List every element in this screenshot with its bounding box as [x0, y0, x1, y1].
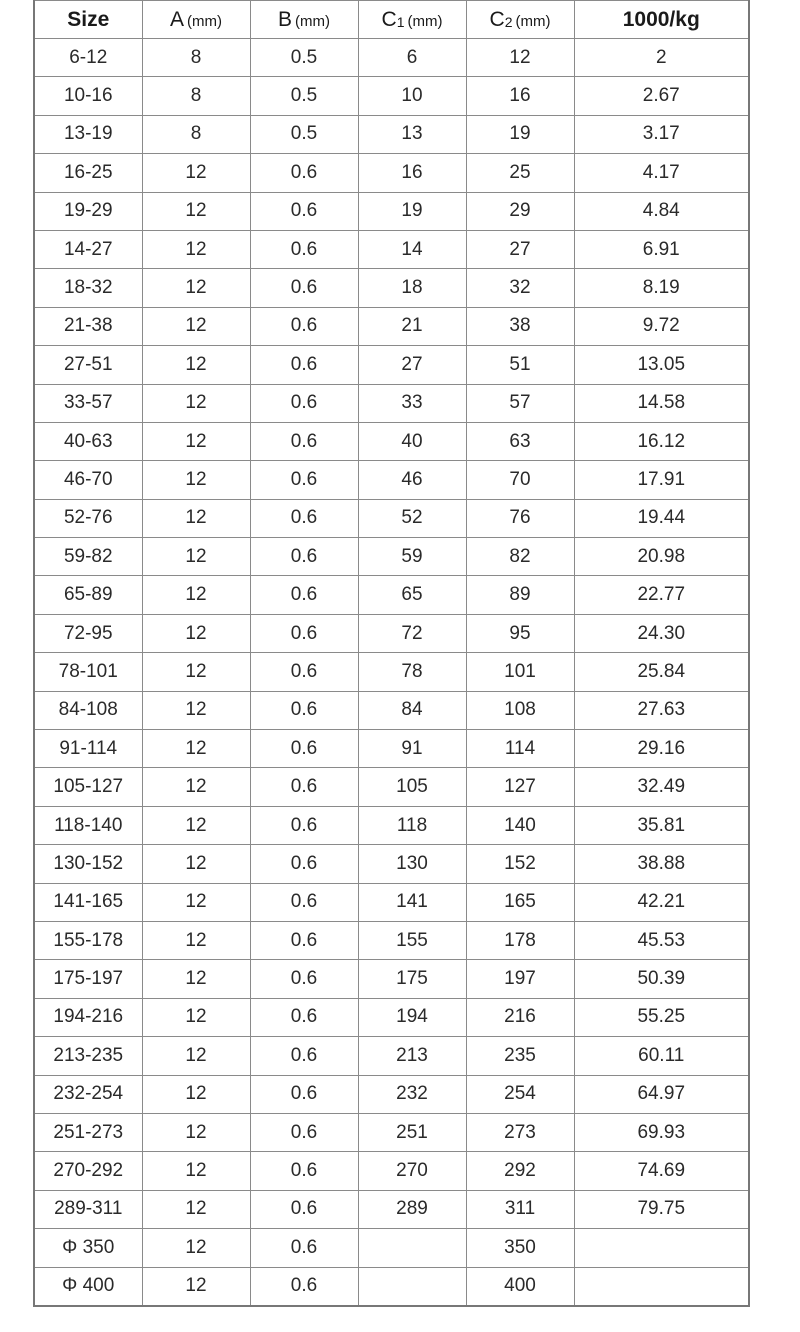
cell-a: 12 [142, 1190, 250, 1228]
table-row [34, 730, 749, 768]
header-a [142, 1, 250, 39]
cell-size: 155-178 [34, 921, 142, 959]
cell-a: 12 [142, 346, 250, 384]
header-a-letter: A [170, 7, 185, 31]
cell-c2: 32 [466, 269, 574, 307]
cell-b: 0.6 [250, 422, 358, 460]
header-size [34, 1, 142, 39]
table-row [34, 154, 749, 192]
table-row [34, 653, 749, 691]
cell-a: 12 [142, 691, 250, 729]
cell-c1: 213 [358, 1037, 466, 1075]
cell-c1: 155 [358, 921, 466, 959]
cell-a: 12 [142, 883, 250, 921]
cell-b: 0.6 [250, 1229, 358, 1267]
cell-weight: 55.25 [574, 998, 749, 1036]
cell-b: 0.5 [250, 77, 358, 115]
table-row [34, 1037, 749, 1075]
cell-c1: 59 [358, 538, 466, 576]
cell-size: 270-292 [34, 1152, 142, 1190]
cell-b: 0.6 [250, 730, 358, 768]
cell-a: 12 [142, 1229, 250, 1267]
cell-c1: 18 [358, 269, 466, 307]
cell-c2: 38 [466, 307, 574, 345]
cell-b: 0.6 [250, 269, 358, 307]
cell-size: 46-70 [34, 461, 142, 499]
cell-c2: 311 [466, 1190, 574, 1228]
cell-c2: 12 [466, 39, 574, 77]
cell-c2: 197 [466, 960, 574, 998]
cell-c2: 235 [466, 1037, 574, 1075]
table-row [34, 77, 749, 115]
cell-weight: 25.84 [574, 653, 749, 691]
header-size-label: Size [67, 7, 110, 31]
cell-b: 0.6 [250, 461, 358, 499]
cell-size: 141-165 [34, 883, 142, 921]
cell-weight: 2.67 [574, 77, 749, 115]
cell-a: 12 [142, 499, 250, 537]
cell-b: 0.6 [250, 1152, 358, 1190]
cell-c2: 57 [466, 384, 574, 422]
cell-b: 0.6 [250, 1075, 358, 1113]
cell-c2: 82 [466, 538, 574, 576]
cell-c1: 251 [358, 1113, 466, 1151]
table-row [34, 921, 749, 959]
cell-size: 14-27 [34, 230, 142, 268]
header-c2-unit: (mm) [515, 12, 551, 30]
table-row [34, 614, 749, 652]
header-c1-subscript: 1 [396, 13, 405, 30]
cell-weight: 13.05 [574, 346, 749, 384]
cell-c1: 72 [358, 614, 466, 652]
cell-c1: 118 [358, 806, 466, 844]
cell-b: 0.6 [250, 307, 358, 345]
cell-c1 [358, 1267, 466, 1306]
cell-c2: 178 [466, 921, 574, 959]
cell-weight: 20.98 [574, 538, 749, 576]
cell-b: 0.6 [250, 768, 358, 806]
cell-a: 12 [142, 614, 250, 652]
cell-a: 12 [142, 998, 250, 1036]
table-row [34, 806, 749, 844]
table-row [34, 845, 749, 883]
cell-c2: 63 [466, 422, 574, 460]
cell-size: 105-127 [34, 768, 142, 806]
cell-c2: 27 [466, 230, 574, 268]
cell-weight: 19.44 [574, 499, 749, 537]
cell-a: 12 [142, 538, 250, 576]
cell-b: 0.6 [250, 1190, 358, 1228]
cell-a: 12 [142, 192, 250, 230]
header-b [250, 1, 358, 39]
cell-b: 0.5 [250, 39, 358, 77]
cell-a: 12 [142, 230, 250, 268]
cell-weight: 50.39 [574, 960, 749, 998]
table-row [34, 960, 749, 998]
cell-a: 12 [142, 1075, 250, 1113]
cell-c1: 194 [358, 998, 466, 1036]
header-weight [574, 1, 749, 39]
cell-c1: 16 [358, 154, 466, 192]
spec-table [33, 0, 750, 1307]
cell-c1: 14 [358, 230, 466, 268]
table-row [34, 998, 749, 1036]
cell-a: 12 [142, 1113, 250, 1151]
table-row [34, 192, 749, 230]
cell-c1: 78 [358, 653, 466, 691]
cell-b: 0.6 [250, 192, 358, 230]
table-row [34, 1267, 749, 1306]
table-row [34, 269, 749, 307]
cell-c1: 27 [358, 346, 466, 384]
header-b-unit: (mm) [295, 12, 330, 30]
cell-c2: 51 [466, 346, 574, 384]
cell-weight: 24.30 [574, 614, 749, 652]
cell-size: 118-140 [34, 806, 142, 844]
cell-weight [574, 1267, 749, 1306]
table-row [34, 39, 749, 77]
cell-size: 232-254 [34, 1075, 142, 1113]
table-row [34, 499, 749, 537]
cell-a: 12 [142, 806, 250, 844]
cell-size: 78-101 [34, 653, 142, 691]
cell-a: 8 [142, 39, 250, 77]
table-row [34, 1152, 749, 1190]
cell-weight: 35.81 [574, 806, 749, 844]
cell-size: 13-19 [34, 115, 142, 153]
cell-size: Φ 350 [34, 1229, 142, 1267]
table-row [34, 384, 749, 422]
cell-a: 12 [142, 422, 250, 460]
cell-a: 12 [142, 461, 250, 499]
cell-b: 0.6 [250, 921, 358, 959]
cell-c2: 350 [466, 1229, 574, 1267]
table-row [34, 1229, 749, 1267]
cell-size: 72-95 [34, 614, 142, 652]
cell-c2: 29 [466, 192, 574, 230]
cell-c1: 175 [358, 960, 466, 998]
cell-weight: 45.53 [574, 921, 749, 959]
cell-weight: 4.84 [574, 192, 749, 230]
table-row [34, 461, 749, 499]
cell-size: 59-82 [34, 538, 142, 576]
cell-weight: 6.91 [574, 230, 749, 268]
cell-a: 12 [142, 1152, 250, 1190]
cell-weight: 38.88 [574, 845, 749, 883]
cell-b: 0.6 [250, 1037, 358, 1075]
cell-weight: 14.58 [574, 384, 749, 422]
cell-b: 0.6 [250, 1267, 358, 1306]
cell-c2: 114 [466, 730, 574, 768]
header-c2 [466, 1, 574, 39]
cell-weight: 4.17 [574, 154, 749, 192]
cell-b: 0.6 [250, 883, 358, 921]
table-row [34, 1075, 749, 1113]
cell-c1: 270 [358, 1152, 466, 1190]
table-row [34, 1113, 749, 1151]
cell-b: 0.6 [250, 691, 358, 729]
cell-weight: 74.69 [574, 1152, 749, 1190]
header-c1 [358, 1, 466, 39]
cell-a: 12 [142, 1267, 250, 1306]
cell-b: 0.6 [250, 998, 358, 1036]
cell-size: 91-114 [34, 730, 142, 768]
cell-b: 0.6 [250, 384, 358, 422]
cell-b: 0.5 [250, 115, 358, 153]
cell-c2: 152 [466, 845, 574, 883]
header-c1-unit: (mm) [407, 12, 443, 30]
cell-c2: 140 [466, 806, 574, 844]
cell-c2: 95 [466, 614, 574, 652]
cell-size: 213-235 [34, 1037, 142, 1075]
cell-c1: 10 [358, 77, 466, 115]
header-c2-letter: C [489, 7, 505, 31]
cell-size: 40-63 [34, 422, 142, 460]
cell-c1: 65 [358, 576, 466, 614]
table-row [34, 115, 749, 153]
cell-c2: 292 [466, 1152, 574, 1190]
cell-c2: 25 [466, 154, 574, 192]
cell-size: 175-197 [34, 960, 142, 998]
cell-size: 65-89 [34, 576, 142, 614]
cell-c1: 84 [358, 691, 466, 729]
cell-a: 12 [142, 921, 250, 959]
cell-b: 0.6 [250, 653, 358, 691]
cell-b: 0.6 [250, 845, 358, 883]
header-weight-label: 1000/kg [622, 7, 700, 31]
table-row [34, 691, 749, 729]
cell-a: 12 [142, 307, 250, 345]
cell-size: Φ 400 [34, 1267, 142, 1306]
cell-c2: 76 [466, 499, 574, 537]
table-row [34, 346, 749, 384]
table-row [34, 422, 749, 460]
cell-b: 0.6 [250, 1113, 358, 1151]
header-row [34, 1, 749, 39]
header-a-unit: (mm) [187, 12, 222, 30]
cell-b: 0.6 [250, 154, 358, 192]
cell-size: 130-152 [34, 845, 142, 883]
header-c1-letter: C [381, 7, 397, 31]
cell-size: 21-38 [34, 307, 142, 345]
cell-c1: 13 [358, 115, 466, 153]
header-b-letter: B [278, 7, 293, 31]
cell-size: 19-29 [34, 192, 142, 230]
cell-c2: 108 [466, 691, 574, 729]
cell-weight: 9.72 [574, 307, 749, 345]
cell-c1: 289 [358, 1190, 466, 1228]
cell-c2: 216 [466, 998, 574, 1036]
cell-weight: 8.19 [574, 269, 749, 307]
cell-b: 0.6 [250, 614, 358, 652]
cell-size: 52-76 [34, 499, 142, 537]
cell-a: 12 [142, 576, 250, 614]
cell-size: 10-16 [34, 77, 142, 115]
table-row [34, 883, 749, 921]
cell-b: 0.6 [250, 499, 358, 537]
table-row [34, 1190, 749, 1228]
cell-b: 0.6 [250, 346, 358, 384]
cell-weight: 29.16 [574, 730, 749, 768]
cell-c1: 232 [358, 1075, 466, 1113]
cell-a: 12 [142, 845, 250, 883]
cell-weight [574, 1229, 749, 1267]
cell-c1: 33 [358, 384, 466, 422]
cell-b: 0.6 [250, 806, 358, 844]
cell-a: 12 [142, 1037, 250, 1075]
cell-a: 12 [142, 653, 250, 691]
table-row [34, 230, 749, 268]
cell-weight: 22.77 [574, 576, 749, 614]
cell-c2: 127 [466, 768, 574, 806]
cell-size: 251-273 [34, 1113, 142, 1151]
cell-weight: 17.91 [574, 461, 749, 499]
cell-weight: 69.93 [574, 1113, 749, 1151]
table-row [34, 538, 749, 576]
cell-a: 8 [142, 115, 250, 153]
cell-a: 12 [142, 269, 250, 307]
cell-size: 84-108 [34, 691, 142, 729]
cell-c2: 165 [466, 883, 574, 921]
cell-b: 0.6 [250, 960, 358, 998]
cell-size: 18-32 [34, 269, 142, 307]
cell-c2: 70 [466, 461, 574, 499]
cell-size: 33-57 [34, 384, 142, 422]
cell-b: 0.6 [250, 576, 358, 614]
cell-a: 8 [142, 77, 250, 115]
cell-size: 194-216 [34, 998, 142, 1036]
cell-c2: 400 [466, 1267, 574, 1306]
cell-a: 12 [142, 384, 250, 422]
cell-c1: 40 [358, 422, 466, 460]
table-row [34, 768, 749, 806]
cell-c1 [358, 1229, 466, 1267]
cell-c1: 130 [358, 845, 466, 883]
cell-c1: 141 [358, 883, 466, 921]
cell-c1: 105 [358, 768, 466, 806]
cell-weight: 64.97 [574, 1075, 749, 1113]
cell-c2: 19 [466, 115, 574, 153]
table-body [34, 39, 749, 1306]
cell-c1: 6 [358, 39, 466, 77]
cell-weight: 27.63 [574, 691, 749, 729]
cell-size: 16-25 [34, 154, 142, 192]
cell-c2: 16 [466, 77, 574, 115]
cell-a: 12 [142, 960, 250, 998]
cell-c1: 21 [358, 307, 466, 345]
cell-c2: 273 [466, 1113, 574, 1151]
cell-weight: 32.49 [574, 768, 749, 806]
cell-size: 27-51 [34, 346, 142, 384]
table-row [34, 576, 749, 614]
cell-b: 0.6 [250, 538, 358, 576]
cell-a: 12 [142, 154, 250, 192]
cell-c2: 101 [466, 653, 574, 691]
cell-a: 12 [142, 730, 250, 768]
header-c2-subscript: 2 [504, 13, 513, 30]
cell-weight: 42.21 [574, 883, 749, 921]
table-header [34, 1, 749, 39]
table-row [34, 307, 749, 345]
cell-c2: 89 [466, 576, 574, 614]
cell-c1: 91 [358, 730, 466, 768]
cell-c2: 254 [466, 1075, 574, 1113]
cell-weight: 16.12 [574, 422, 749, 460]
cell-weight: 2 [574, 39, 749, 77]
cell-c1: 46 [358, 461, 466, 499]
cell-weight: 3.17 [574, 115, 749, 153]
cell-weight: 79.75 [574, 1190, 749, 1228]
cell-weight: 60.11 [574, 1037, 749, 1075]
cell-a: 12 [142, 768, 250, 806]
cell-b: 0.6 [250, 230, 358, 268]
cell-size: 6-12 [34, 39, 142, 77]
cell-c1: 19 [358, 192, 466, 230]
cell-c1: 52 [358, 499, 466, 537]
cell-size: 289-311 [34, 1190, 142, 1228]
